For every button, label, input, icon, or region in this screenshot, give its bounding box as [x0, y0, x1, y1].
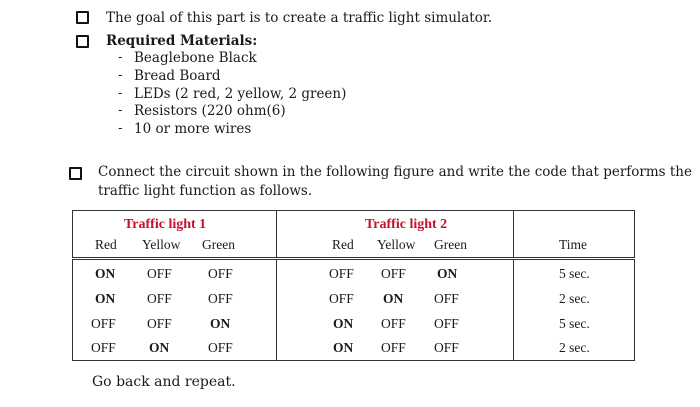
- header-time: [514, 211, 635, 259]
- header-red: Red: [95, 237, 117, 252]
- table-cell: ON: [95, 291, 116, 306]
- checkbox-icon: [76, 11, 89, 24]
- list-dash: -: [118, 121, 123, 136]
- list-item: Beaglebone Black: [134, 50, 257, 66]
- table-cell: 2 sec.: [559, 291, 590, 306]
- table-cell: OFF: [381, 266, 406, 281]
- header-red: Red: [332, 237, 354, 252]
- table-cell: OFF: [329, 291, 354, 306]
- traffic-light-2-title: Traffic light 2: [365, 217, 448, 232]
- list-item: 10 or more wires: [134, 121, 252, 137]
- table-cell: ON: [383, 291, 404, 306]
- go-back-text: Go back and repeat.: [92, 374, 236, 390]
- list-dash: -: [118, 50, 123, 65]
- table-cell: ON: [437, 266, 458, 281]
- header-traffic-light-2: [277, 211, 514, 259]
- table-cell: ON: [333, 340, 354, 355]
- list-dash: -: [118, 68, 123, 83]
- table-cell: OFF: [91, 340, 116, 355]
- list-item: Bread Board: [134, 68, 221, 84]
- table-cell: OFF: [381, 340, 406, 355]
- table-cell: OFF: [91, 316, 116, 331]
- list-item: Resistors (220 ohm(6): [134, 103, 286, 119]
- checkbox-icon: [69, 167, 82, 180]
- list-dash: -: [118, 103, 123, 118]
- table-cell: 5 sec.: [559, 266, 590, 281]
- light-2-cells: [277, 259, 514, 361]
- table-cell: OFF: [434, 340, 459, 355]
- table-cell: OFF: [208, 291, 233, 306]
- header-green: Green: [434, 237, 467, 252]
- table-cell: OFF: [434, 291, 459, 306]
- header-yellow: Yellow: [142, 237, 181, 252]
- table-cell: 2 sec.: [559, 340, 590, 355]
- table-cell: 5 sec.: [559, 316, 590, 331]
- time-cells: [514, 259, 635, 361]
- table-cell: ON: [210, 316, 231, 331]
- table-cell: OFF: [329, 266, 354, 281]
- traffic-light-table: [72, 210, 635, 361]
- table-cell: ON: [149, 340, 170, 355]
- materials-heading: Required Materials:: [106, 33, 258, 49]
- table-cell: ON: [95, 266, 116, 281]
- table-cell: OFF: [147, 291, 172, 306]
- table-cell: OFF: [381, 316, 406, 331]
- list-item: LEDs (2 red, 2 yellow, 2 green): [134, 86, 347, 102]
- list-dash: -: [118, 86, 123, 101]
- header-traffic-light-1: [73, 211, 277, 259]
- table-cell: ON: [333, 316, 354, 331]
- light-1-cells: [73, 259, 277, 361]
- checkbox-icon: [76, 35, 89, 48]
- table-cell: OFF: [208, 340, 233, 355]
- goal-text: The goal of this part is to create a traffic light simulator.: [106, 10, 493, 26]
- header-green: Green: [202, 237, 235, 252]
- connect-text-line2: traffic light function as follows.: [98, 183, 313, 199]
- traffic-light-1-title: Traffic light 1: [124, 217, 207, 232]
- time-header: Time: [559, 237, 588, 252]
- table-cell: OFF: [208, 266, 233, 281]
- connect-text: Connect the circuit shown in the following figure and write the code that performs the: [98, 164, 692, 180]
- table-cell: OFF: [434, 316, 459, 331]
- table-cell: OFF: [147, 266, 172, 281]
- header-yellow: Yellow: [377, 237, 416, 252]
- table-cell: OFF: [147, 316, 172, 331]
